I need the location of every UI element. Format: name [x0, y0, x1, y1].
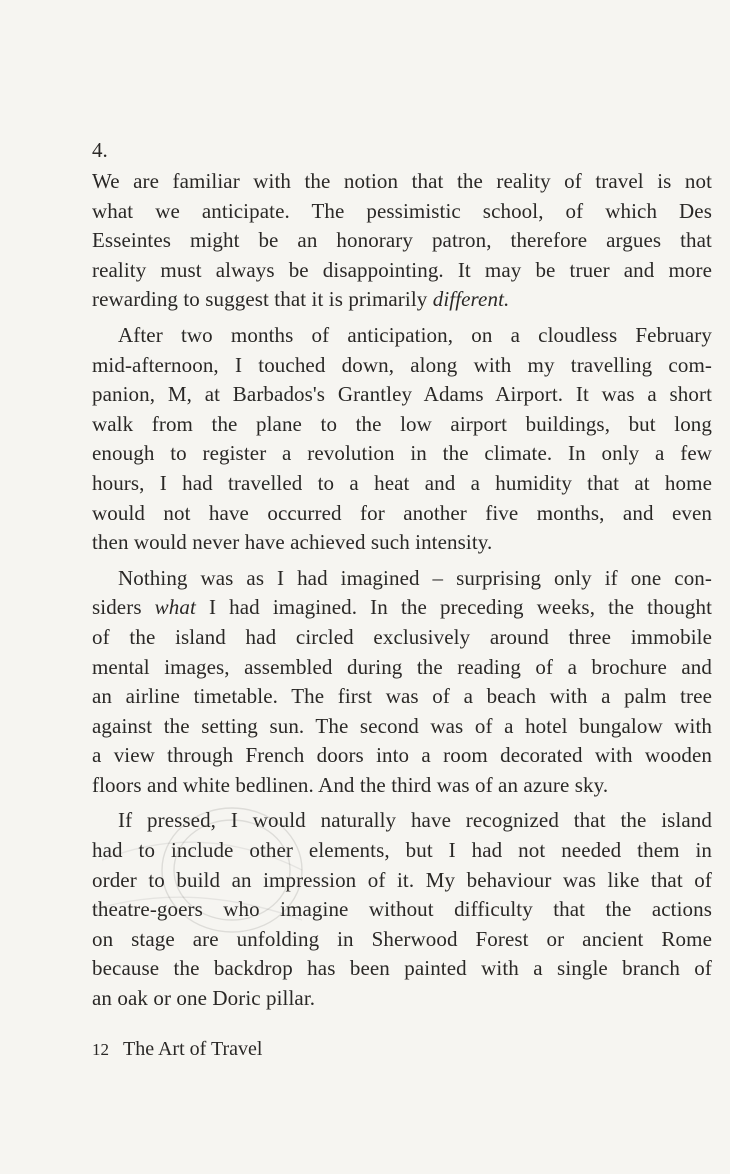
- text-line: mid-afternoon, I touched down, along with my travelling com-: [92, 352, 712, 377]
- text-line: a view through French doors into a room decorated with wooden: [92, 743, 712, 768]
- body-text: [92, 167, 712, 1014]
- text-line: theatre-goers who imagine without difficulty that the actions: [92, 897, 712, 922]
- text-line: had to include other elements, but I had not needed them in: [92, 838, 712, 863]
- text-line: an oak or one Doric pillar.: [92, 986, 316, 1011]
- text-run: rewarding to suggest that it is primarily: [92, 287, 433, 312]
- text-line: After two months of anticipation, on a cloudless February: [118, 322, 712, 347]
- paragraph-2: [92, 321, 712, 558]
- text-line: floors and white bedlinen. And the third was of an azure sky.: [92, 772, 609, 797]
- text-line: Esseintes might be an honorary patron, therefore argues that: [92, 228, 712, 253]
- text-line: [92, 285, 712, 315]
- text-line: because the backdrop has been painted with a single branch of: [92, 956, 712, 981]
- text-line: an airline timetable. The first was of a beach with a palm tree: [92, 684, 712, 709]
- text-line: We are familiar with the notion that the reality of travel is not: [92, 169, 712, 193]
- text-line: If pressed, I would naturally have recognized that the island: [118, 808, 712, 833]
- text-line: Nothing was as I had imagined – surprising only if one con-: [118, 565, 712, 590]
- book-title: The Art of Travel: [123, 1038, 263, 1060]
- text-line: of the island had circled exclusively around three immobile: [92, 624, 712, 649]
- text-line: order to build an impression of it. My behaviour was like that of: [92, 867, 712, 892]
- text-line: mental images, assembled during the reading of a brochure and: [92, 654, 712, 679]
- text-line: then would never have achieved such intensity.: [92, 530, 493, 555]
- text-line: [92, 593, 712, 623]
- text-run: siders: [92, 595, 155, 620]
- section-number: 4.: [92, 138, 108, 162]
- text-line: on stage are unfolding in Sherwood Forest or ancient Rome: [92, 926, 712, 951]
- text-line: walk from the plane to the low airport buildings, but long: [92, 411, 712, 436]
- text-line: hours, I had travelled to a heat and a humidity that at home: [92, 470, 712, 495]
- text-line: enough to register a revolution in the climate. In only a few: [92, 441, 712, 466]
- italic-word: different.: [432, 287, 510, 312]
- paragraph-1: [92, 167, 712, 315]
- paragraph-4: [92, 806, 712, 1013]
- page-footer: [92, 1036, 262, 1063]
- text-line: reality must always be disappointing. It may be truer and more: [92, 257, 712, 282]
- text-line: would not have occurred for another five months, and even: [92, 500, 712, 525]
- text-line: what we anticipate. The pessimistic school, of which Des: [92, 198, 712, 223]
- paragraph-3: [92, 564, 712, 801]
- page-number: 12: [92, 1040, 109, 1059]
- text-run: I had imagined. In the preceding weeks, the thought: [195, 595, 712, 620]
- italic-word: what: [154, 595, 196, 620]
- text-line: panion, M, at Barbados's Grantley Adams Airport. It was a short: [92, 382, 712, 407]
- text-line: against the setting sun. The second was of a hotel bungalow with: [92, 713, 712, 738]
